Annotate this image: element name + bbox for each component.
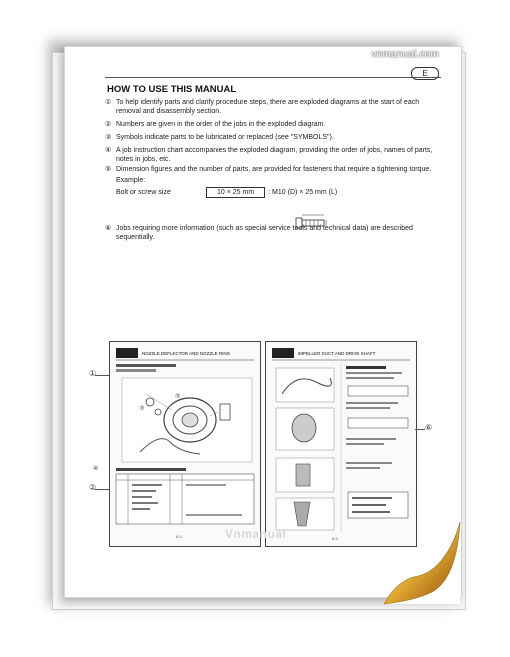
bolt-diagram xyxy=(292,212,336,234)
item-text: A job instruction chart accompanies the exploded diagram, providing the order of jobs, names of parts, notes in jobs, etc. xyxy=(116,147,433,163)
example-size-desc: : M10 (D) × 25 mm (L) xyxy=(268,189,338,196)
item-number: ② xyxy=(105,121,112,128)
site-watermark: vnmanual.com xyxy=(371,49,439,60)
right-thumb-title: IMPELLER DUCT AND DRIVE SHAFT xyxy=(298,351,376,356)
callout-1: ① xyxy=(89,369,97,378)
item-number: ④ xyxy=(105,147,112,154)
list-item xyxy=(105,120,440,129)
item-number: ③ xyxy=(105,134,112,141)
list-item xyxy=(105,165,440,174)
svg-text:8-6: 8-6 xyxy=(332,536,338,541)
item-number: ⑥ xyxy=(105,225,112,232)
callout-line-2 xyxy=(95,489,109,490)
bottom-watermark: Vnmanual xyxy=(225,527,287,541)
exploded-diagram-illustration xyxy=(110,342,260,546)
example-row-label: Bolt or screw size xyxy=(116,189,171,196)
callout-6: ⑥ xyxy=(425,423,433,432)
example-size-box: 10 × 25 mm xyxy=(206,187,265,198)
svg-text:8-5: 8-5 xyxy=(176,534,182,539)
language-badge: E xyxy=(411,67,439,80)
item-text: Numbers are given in the order of the jobs in the exploded diagram. xyxy=(116,121,326,128)
callout-4: ④ xyxy=(93,466,99,472)
example-block xyxy=(116,176,440,198)
left-thumb-title: NOZZLE DEFLECTOR AND NOZZLE RING xyxy=(142,351,231,356)
callout-line-1 xyxy=(95,375,109,376)
callout-line-6 xyxy=(415,429,425,430)
page-curl-icon xyxy=(380,516,466,606)
list-item xyxy=(105,224,440,242)
item-number: ① xyxy=(105,99,112,106)
item-text: Jobs requiring more information (such as special service tools and technical data) are described sequentially. xyxy=(116,225,413,241)
list-item xyxy=(105,146,440,164)
list-item xyxy=(105,98,440,116)
instruction-list xyxy=(105,98,440,246)
example-row xyxy=(116,187,440,198)
header-rule xyxy=(105,77,441,78)
item-text: To help identify parts and clarify procedure steps, there are exploded diagrams at the start of each removal and disassembly section. xyxy=(116,99,420,115)
example-label: Example: xyxy=(116,177,146,184)
page-title: HOW TO USE THIS MANUAL xyxy=(107,84,237,95)
item-text: Dimension figures and the number of parts, are provided for fasteners that require a tightening torque. xyxy=(116,166,432,173)
list-item xyxy=(105,133,440,142)
item-number: ⑤ xyxy=(105,166,112,173)
callout-5: ⑤ xyxy=(175,394,181,400)
callout-2: ② xyxy=(89,483,97,492)
sample-page-left xyxy=(109,341,261,547)
callout-3: ③ xyxy=(139,406,145,412)
item-text: Symbols indicate parts to be lubricated or replaced (see "SYMBOLS"). xyxy=(116,134,334,141)
